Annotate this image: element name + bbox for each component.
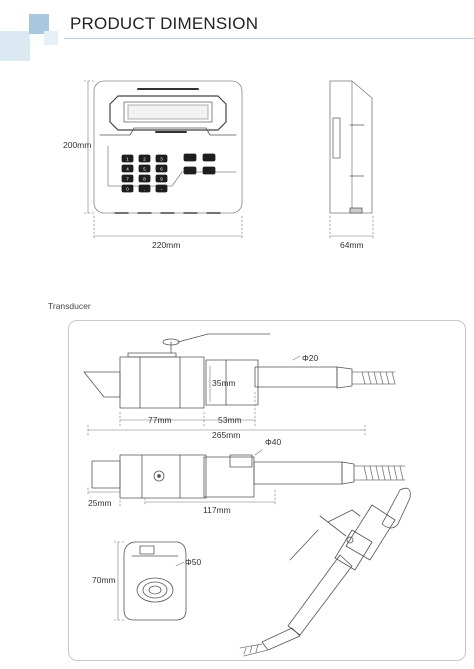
- dim-265mm-label: 265mm: [212, 430, 241, 440]
- meter-front-view: [94, 81, 242, 213]
- meter-height-label: 200mm: [63, 140, 92, 150]
- keypad-key-label: 3: [160, 156, 163, 162]
- phi40-label: Φ40: [265, 437, 282, 447]
- phi20-label: Φ20: [302, 353, 319, 363]
- dim-70mm-label: 70mm: [92, 575, 116, 585]
- dim-117mm-label: 117mm: [203, 505, 231, 515]
- meter-depth-label: 64mm: [340, 240, 364, 250]
- dim-35mm-label: 35mm: [212, 378, 236, 388]
- transducer-panel: [68, 320, 466, 661]
- page-title: PRODUCT DIMENSION: [70, 14, 259, 33]
- transducer-section-label: Transducer: [48, 301, 91, 311]
- meter-width-label: 220mm: [152, 240, 181, 250]
- dim-25mm-label: 25mm: [88, 498, 112, 508]
- dim-53mm-label: 53mm: [218, 415, 242, 425]
- meter-side-view: [330, 81, 372, 213]
- keypad-key-label: 9: [160, 176, 163, 182]
- meter-keypad: [122, 155, 167, 192]
- keypad-key-label: 8: [143, 176, 146, 182]
- keypad-key-label: 2: [143, 156, 146, 162]
- meter-nav-keys: [184, 154, 215, 174]
- dim-77mm-label: 77mm: [148, 415, 172, 425]
- keypad-key-label: 6: [160, 166, 163, 172]
- keypad-key-label: -: [160, 186, 163, 192]
- keypad-key-label: 0: [126, 186, 129, 192]
- phi50-label: Φ50: [185, 557, 202, 567]
- keypad-key-label: 4: [126, 166, 129, 172]
- keypad-key-label: 5: [143, 166, 146, 172]
- keypad-key-label: 7: [126, 176, 129, 182]
- keypad-key-label: .: [143, 186, 146, 192]
- keypad-key-label: 1: [126, 156, 129, 162]
